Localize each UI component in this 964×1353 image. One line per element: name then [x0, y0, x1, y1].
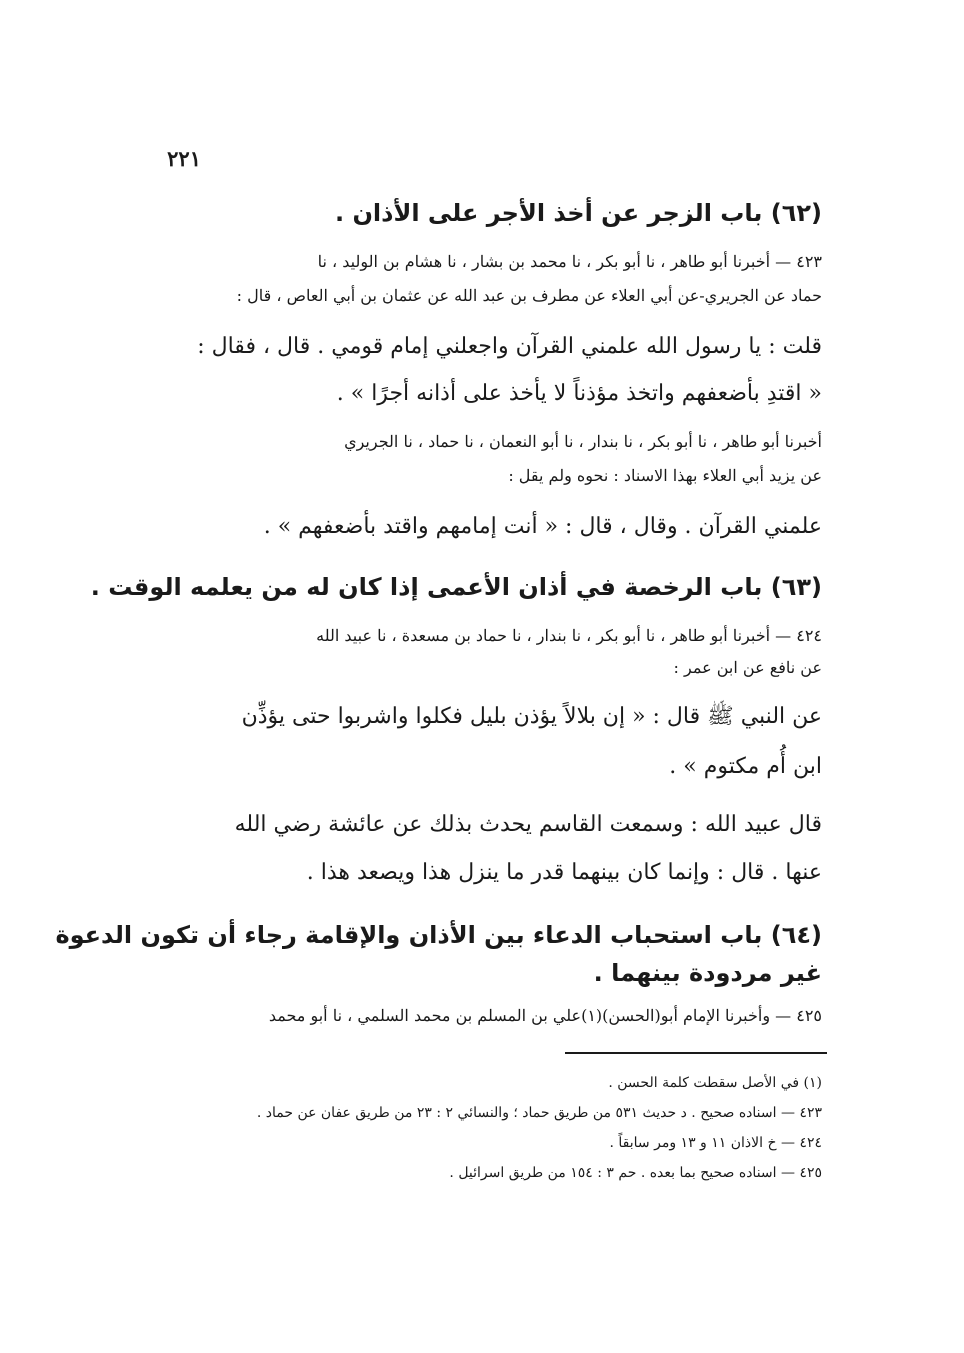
footnote-separator	[565, 1052, 827, 1054]
section-heading-62: (٦٢) باب الزجر عن أخذ الأجر على الأذان .	[334, 199, 822, 227]
footnote: (١) في الأصل سقطت كلمة الحسن .	[608, 1075, 822, 1091]
paragraph-line: ٤٢٤ — أخبرنا أبو طاهر ، نا أبو بكر ، نا بندار ، نا حماد بن مسعدة ، نا عبيد الله	[316, 626, 822, 645]
paragraph-line: أخبرنا أبو طاهر ، نا أبو بكر ، نا بندار ، نا أبو النعمان ، نا حماد ، نا الجريري	[344, 432, 822, 451]
footnote: ٤٢٥ — اسناده صحيح بما بعده . حم ٣ : ١٥٤ من طريق اسرائيل .	[449, 1165, 822, 1181]
section-heading-64-continued: غير مردودة بينهما .	[593, 959, 822, 987]
footnote: ٤٢٣ — اسناده صحيح . د حديث ٥٣١ من طريق حماد ؛ والنسائي ٢ : ٢٣ من طريق عفان عن حماد .	[256, 1105, 822, 1121]
paragraph-line: عن نافع عن ابن عمر :	[673, 658, 822, 677]
paragraph-line: ٤٢٣ — أخبرنا أبو طاهر ، نا أبو بكر ، نا محمد بن بشار ، نا هشام بن الوليد ، نا	[317, 252, 822, 271]
paragraph-line: عنها . قال : وإنما كان بينهما قدر ما ينزل هذا ويصعد هذا .	[306, 860, 822, 885]
paragraph-line: قال عبيد الله : وسمعت القاسم يحدث بذلك عن عائشة رضي الله	[234, 812, 822, 837]
section-heading-64: (٦٤) باب استحباب الدعاء بين الأذان والإقامة رجاء أن تكون الدعوة	[55, 921, 822, 949]
footnote: ٤٢٤ — خ الاذان ١١ و ١٣ ومر سابقاً .	[609, 1135, 822, 1151]
paragraph-line: عن يزيد أبي العلاء بهذا الاسناد : نحوه ولم يقل :	[508, 466, 822, 485]
section-heading-63: (٦٣) باب الرخصة في أذان الأعمى إذا كان له من يعلمه الوقت .	[90, 573, 822, 601]
page-number: ٢٢١	[167, 146, 201, 171]
hadith-text-line: ابن أُم مكتوم » .	[669, 754, 822, 779]
hadith-text-line: عن النبي ﷺ قال : « إن بلالاً يؤذن بليل فكلوا واشربوا حتى يؤذِّن	[241, 704, 822, 729]
paragraph-line: ٤٢٥ — وأخبرنا الإمام أبو(الحسن)(١)علي بن المسلم بن محمد السلمي ، نا أبو محمد	[268, 1006, 822, 1025]
hadith-text-line: « اقتدِ بأضعفهم واتخذ مؤذناً لا يأخذ على أذانه أجرًا » .	[336, 381, 822, 406]
paragraph-line: حماد عن الجريري-عن أبي العلاء عن مطرف بن عبد الله عن عثمان بن أبي العاص ، قال :	[236, 286, 822, 305]
hadith-text-line: علمني القرآن . وقال ، قال : « أنت إمامهم واقتد بأضعفهم » .	[263, 514, 822, 539]
hadith-text-line: قلت : يا رسول الله علمني القرآن واجعلني إمام قومي . قال ، فقال :	[197, 334, 822, 359]
